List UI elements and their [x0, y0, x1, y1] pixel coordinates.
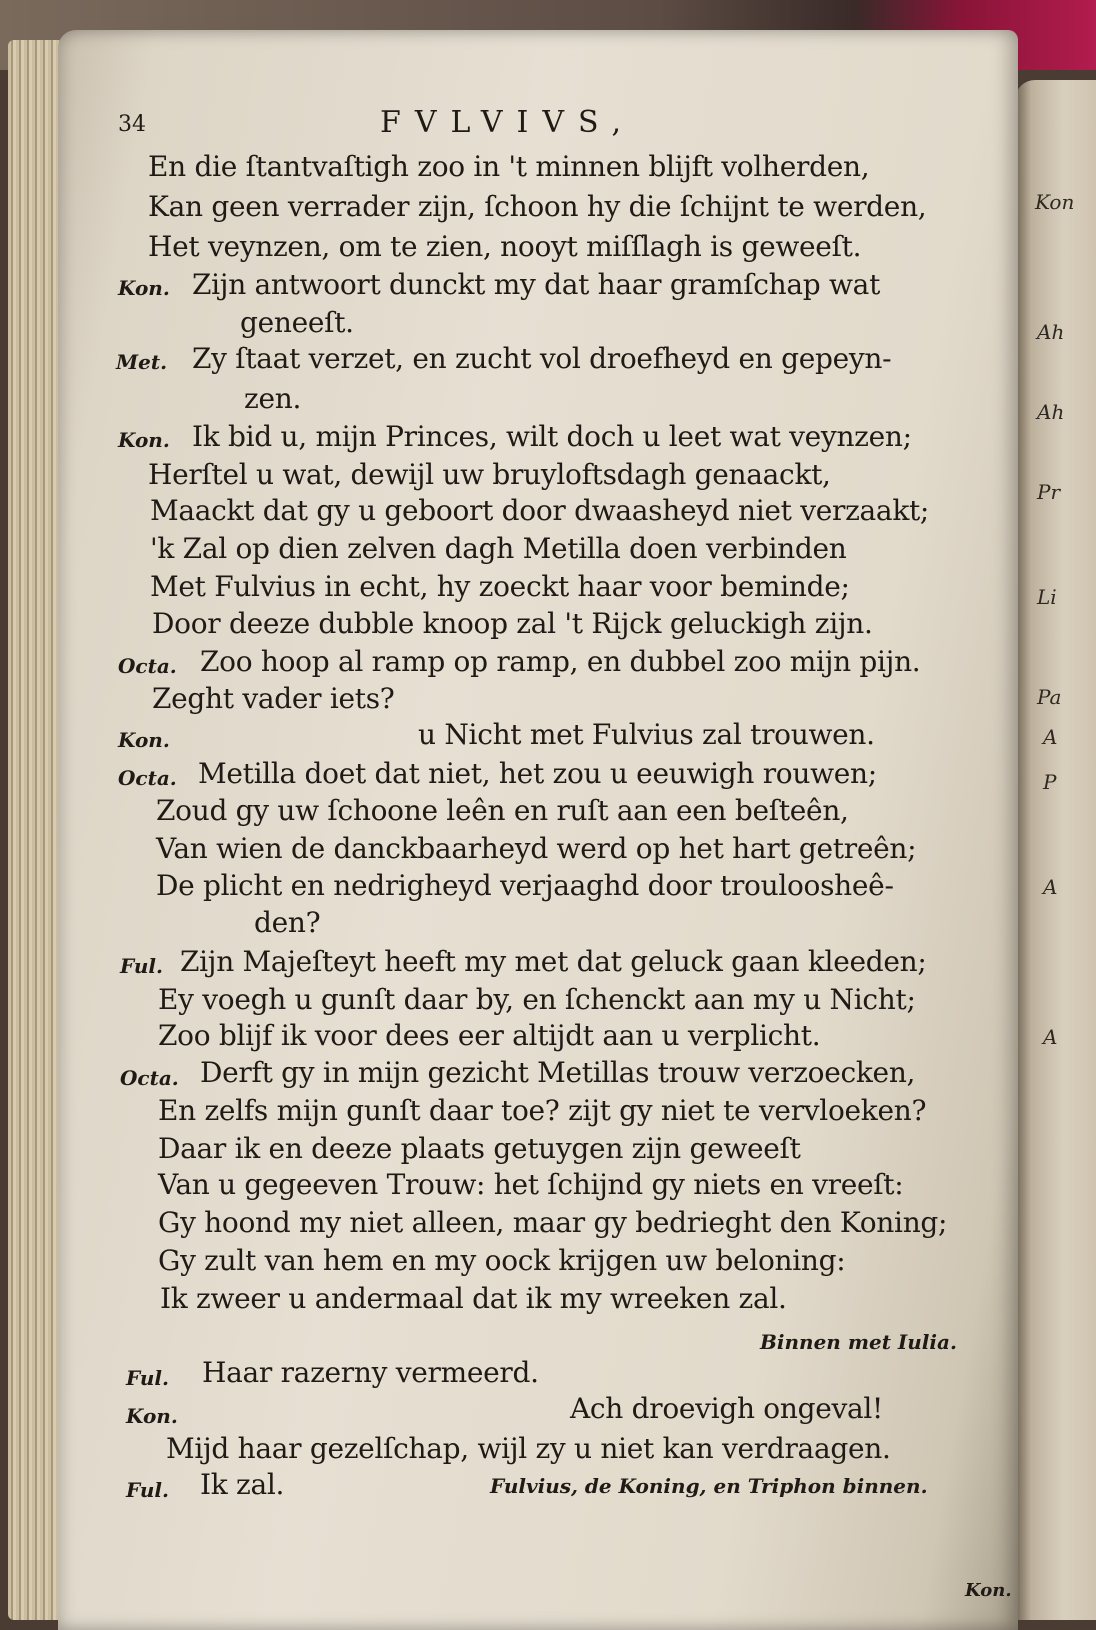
- facing-page-margin-mark: Ah: [1037, 320, 1065, 344]
- verse-line: 'k Zal op dien zelven dagh Metilla doen verbinden: [150, 532, 847, 565]
- verse-line: Haar razerny vermeerd.: [202, 1356, 539, 1389]
- verse-line: De plicht en nedrigheyd verjaaghd door trouloosheê-: [156, 869, 894, 902]
- facing-page-margin-mark: P: [1043, 770, 1057, 794]
- verse-line: Met Fulvius in echt, hy zoeckt haar voor beminde;: [150, 570, 850, 603]
- speaker-label: Ful.: [120, 954, 163, 978]
- catchword: Kon.: [965, 1580, 1012, 1601]
- verse-line: Ach droevigh ongeval!: [570, 1392, 884, 1425]
- speaker-label: Ful.: [126, 1478, 169, 1502]
- facing-page-margin-mark: A: [1043, 725, 1058, 749]
- stage-direction: Binnen met Iulia.: [760, 1330, 957, 1354]
- speaker-label: Ful.: [126, 1366, 169, 1390]
- verse-line: Ey voegh u gunſt daar by, en ſchenckt aan my u Nicht;: [158, 983, 916, 1016]
- verse-line: Gy hoond my niet alleen, maar gy bedrieght den Koning;: [158, 1206, 948, 1239]
- facing-page: [1015, 80, 1096, 1620]
- facing-page-margin-mark: Pr: [1037, 480, 1061, 504]
- facing-page-margin-mark: Pa: [1037, 685, 1062, 709]
- verse-line: geneeſt.: [240, 306, 354, 339]
- speaker-label: Octa.: [118, 766, 177, 790]
- verse-line: Het veynzen, om te zien, nooyt miſſlagh is geweeſt.: [148, 230, 862, 263]
- verse-line: Daar ik en deeze plaats getuygen zijn geweeſt: [158, 1132, 801, 1165]
- verse-line: Ik bid u, mijn Princes, wilt doch u leet wat veynzen;: [192, 420, 912, 453]
- page-number: 34: [118, 112, 146, 137]
- verse-line: Kan geen verrader zijn, ſchoon hy die ſchijnt te werden,: [148, 190, 927, 223]
- facing-page-margin-mark: Kon: [1035, 190, 1075, 214]
- verse-line: Ik zweer u andermaal dat ik my wreeken zal.: [160, 1282, 787, 1315]
- verse-line: Zoo blijf ik voor dees eer altijdt aan u verplicht.: [158, 1019, 821, 1052]
- speaker-label: Kon.: [118, 276, 170, 300]
- facing-page-margin-mark: Ah: [1037, 400, 1065, 424]
- verse-line: Ik zal.: [200, 1468, 285, 1501]
- verse-line: Metilla doet dat niet, het zou u eeuwigh rouwen;: [198, 757, 877, 790]
- verse-line: En zelfs mijn gunſt daar toe? zijt gy niet te vervloeken?: [158, 1094, 927, 1127]
- facing-page-margin-mark: Li: [1037, 585, 1057, 609]
- speaker-label: Octa.: [118, 654, 177, 678]
- verse-line: den?: [254, 906, 321, 939]
- verse-line: zen.: [244, 382, 302, 415]
- verse-line: Door deeze dubble knoop zal 't Rijck geluckigh zijn.: [152, 607, 873, 640]
- verse-line: Zy ſtaat verzet, en zucht vol droefheyd en gepeyn-: [192, 342, 892, 375]
- verse-line: Gy zult van hem en my oock krijgen uw beloning:: [158, 1244, 846, 1277]
- speaker-label: Kon.: [118, 428, 170, 452]
- verse-line: Van u gegeeven Trouw: het ſchijnd gy niets en vreeſt:: [158, 1168, 904, 1201]
- stage-direction: Fulvius, de Koning, en Triphon binnen.: [490, 1474, 928, 1498]
- facing-page-margin-mark: A: [1043, 875, 1058, 899]
- verse-line: Van wien de danckbaarheyd werd op het hart getreên;: [156, 832, 917, 865]
- verse-line: Zijn antwoort dunckt my dat haar gramſchap wat: [192, 268, 881, 301]
- verse-line: Herſtel u wat, dewijl uw bruyloftsdagh genaackt,: [148, 458, 831, 491]
- verse-line: Zeght vader iets?: [152, 682, 395, 715]
- verse-line: Derft gy in mijn gezicht Metillas trouw verzoecken,: [200, 1056, 916, 1089]
- verse-line: Zijn Majeſteyt heeft my met dat geluck gaan kleeden;: [180, 945, 927, 978]
- speaker-label: Octa.: [120, 1066, 179, 1090]
- facing-page-margin-mark: A: [1043, 1025, 1058, 1049]
- verse-line: Maackt dat gy u geboort door dwaasheyd niet verzaakt;: [150, 494, 930, 527]
- speaker-label: Kon.: [126, 1404, 178, 1428]
- verse-line: Mijd haar gezelſchap, wijl zy u niet kan verdraagen.: [166, 1432, 891, 1465]
- verse-line: Zoud gy uw ſchoone leên en ruſt aan een beſteên,: [156, 794, 849, 827]
- verse-line: u Nicht met Fulvius zal trouwen.: [418, 718, 875, 751]
- verse-line: En die ſtantvaſtigh zoo in 't minnen blijft volherden,: [148, 150, 870, 183]
- speaker-label: Kon.: [118, 728, 170, 752]
- speaker-label: Met.: [116, 350, 168, 374]
- running-head-title: FVLVIVS,: [380, 105, 636, 140]
- verse-line: Zoo hoop al ramp op ramp, en dubbel zoo mijn pijn.: [200, 645, 921, 678]
